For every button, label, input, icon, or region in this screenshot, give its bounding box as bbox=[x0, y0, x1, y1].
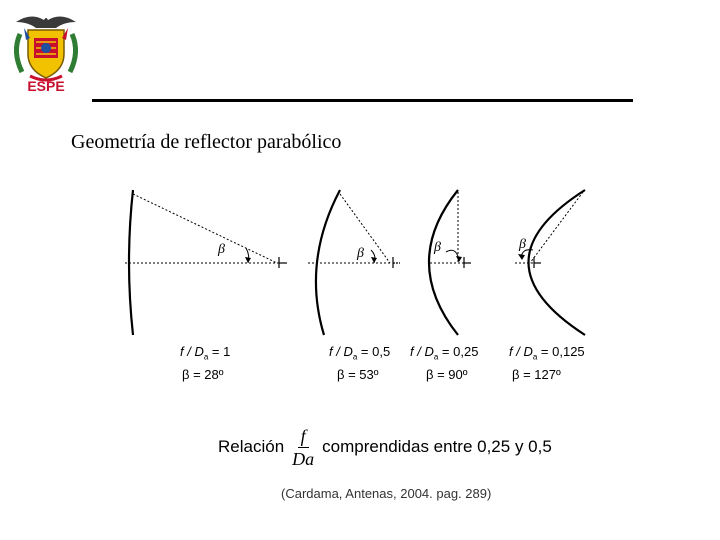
reflector-panel-1 bbox=[125, 190, 287, 335]
relation-formula bbox=[218, 423, 552, 471]
reflector-panel-2 bbox=[308, 190, 400, 335]
logo-text: ESPE bbox=[27, 78, 65, 94]
angle-label-2: β = 53º bbox=[337, 367, 379, 382]
fraction-numerator: f bbox=[298, 426, 309, 448]
relation-prefix: Relación bbox=[218, 437, 285, 456]
relation-suffix: comprendidas entre 0,25 y 0,5 bbox=[322, 437, 552, 456]
beta-symbol-1: β bbox=[218, 242, 225, 257]
ratio-label-3: $f / D_a = 0,25$ bbox=[410, 344, 479, 362]
reflector-panel-3 bbox=[429, 190, 471, 335]
fraction-denominator: Da bbox=[292, 448, 315, 469]
source-citation: (Cardama, Antenas, 2004. pag. 289) bbox=[281, 486, 492, 501]
angle-label-4: β = 127º bbox=[512, 367, 561, 382]
beta-symbol-3: β bbox=[434, 240, 441, 255]
ratio-label-4: $f / D_a = 0,125$ bbox=[509, 344, 585, 362]
ratio-label-2: $f / D_a = 0,5$ bbox=[329, 344, 391, 362]
reflector-panel-4 bbox=[515, 190, 585, 335]
ratio-fraction bbox=[292, 426, 314, 469]
angle-label-1: β = 28º bbox=[182, 367, 224, 382]
beta-symbol-4: β bbox=[519, 237, 526, 252]
beta-symbol-2: β bbox=[357, 246, 364, 261]
page-title: Geometría de reflector parabólico bbox=[71, 131, 342, 153]
ratio-label-1: $f / D_a = 1$ bbox=[180, 344, 231, 362]
angle-label-3: β = 90º bbox=[426, 367, 468, 382]
